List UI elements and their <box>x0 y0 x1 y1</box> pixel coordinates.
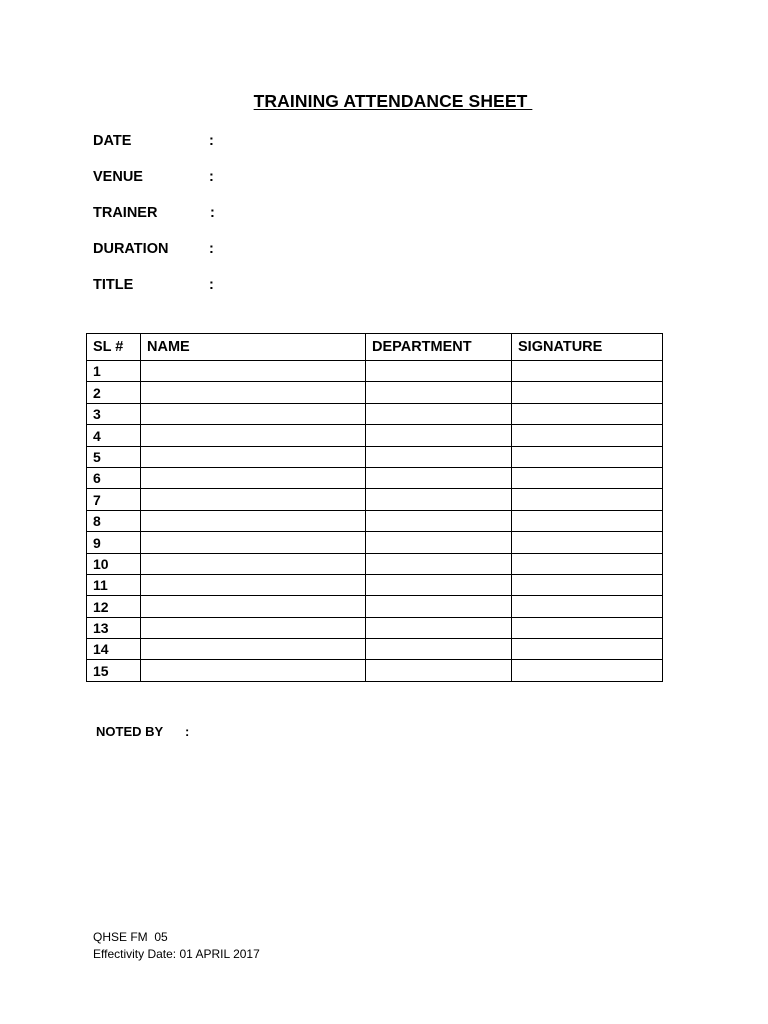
row-signature-cell[interactable] <box>512 382 663 403</box>
row-department-cell[interactable] <box>366 489 512 510</box>
row-sl-number: 13 <box>87 617 141 638</box>
table-row <box>87 574 663 595</box>
table-row <box>87 382 663 403</box>
row-signature-cell[interactable] <box>512 532 663 553</box>
row-signature-cell[interactable] <box>512 446 663 467</box>
attendance-table <box>86 333 663 682</box>
table-row <box>87 403 663 424</box>
row-sl-number: 10 <box>87 553 141 574</box>
row-name-cell[interactable] <box>141 596 366 617</box>
duration-label: DURATION <box>93 241 169 257</box>
row-department-cell[interactable] <box>366 403 512 424</box>
row-signature-cell[interactable] <box>512 510 663 531</box>
row-name-cell[interactable] <box>141 382 366 403</box>
row-name-cell[interactable] <box>141 425 366 446</box>
row-name-cell[interactable] <box>141 660 366 681</box>
row-department-cell[interactable] <box>366 596 512 617</box>
table-row <box>87 446 663 467</box>
row-department-cell[interactable] <box>366 510 512 531</box>
date-colon: : <box>209 133 214 149</box>
row-department-cell[interactable] <box>366 532 512 553</box>
row-signature-cell[interactable] <box>512 596 663 617</box>
row-sl-number: 1 <box>87 361 141 382</box>
trainer-label: TRAINER <box>93 205 158 221</box>
row-name-cell[interactable] <box>141 617 366 638</box>
row-name-cell[interactable] <box>141 467 366 488</box>
row-sl-number: 6 <box>87 467 141 488</box>
row-signature-cell[interactable] <box>512 361 663 382</box>
row-sl-number: 3 <box>87 403 141 424</box>
row-sl-number: 8 <box>87 510 141 531</box>
row-department-cell[interactable] <box>366 639 512 660</box>
form-code: QHSE FM 05 <box>93 930 168 944</box>
duration-colon: : <box>209 241 214 257</box>
row-department-cell[interactable] <box>366 553 512 574</box>
table-row <box>87 467 663 488</box>
row-sl-number: 2 <box>87 382 141 403</box>
noted-by-field <box>96 724 190 739</box>
table-row <box>87 553 663 574</box>
row-sl-number: 4 <box>87 425 141 446</box>
row-name-cell[interactable] <box>141 574 366 595</box>
row-sl-number: 14 <box>87 639 141 660</box>
table-row <box>87 361 663 382</box>
row-signature-cell[interactable] <box>512 574 663 595</box>
row-sl-number: 11 <box>87 574 141 595</box>
table-row <box>87 639 663 660</box>
row-department-cell[interactable] <box>366 425 512 446</box>
table-row <box>87 660 663 681</box>
row-signature-cell[interactable] <box>512 617 663 638</box>
table-header-row <box>87 334 663 361</box>
table-row <box>87 617 663 638</box>
title-label: TITLE <box>93 277 134 293</box>
row-signature-cell[interactable] <box>512 467 663 488</box>
row-signature-cell[interactable] <box>512 639 663 660</box>
row-name-cell[interactable] <box>141 639 366 660</box>
row-name-cell[interactable] <box>141 489 366 510</box>
table-row <box>87 532 663 553</box>
row-name-cell[interactable] <box>141 532 366 553</box>
row-sl-number: 5 <box>87 446 141 467</box>
col-header-signature: SIGNATURE <box>512 334 663 361</box>
row-department-cell[interactable] <box>366 467 512 488</box>
row-department-cell[interactable] <box>366 446 512 467</box>
row-name-cell[interactable] <box>141 361 366 382</box>
venue-label: VENUE <box>93 169 143 185</box>
row-name-cell[interactable] <box>141 510 366 531</box>
table-row <box>87 489 663 510</box>
row-name-cell[interactable] <box>141 403 366 424</box>
row-signature-cell[interactable] <box>512 489 663 510</box>
table-body <box>87 361 663 682</box>
row-signature-cell[interactable] <box>512 425 663 446</box>
table-row <box>87 425 663 446</box>
row-signature-cell[interactable] <box>512 403 663 424</box>
row-name-cell[interactable] <box>141 446 366 467</box>
row-signature-cell[interactable] <box>512 660 663 681</box>
col-header-sl: SL # <box>87 334 141 361</box>
row-name-cell[interactable] <box>141 553 366 574</box>
venue-colon: : <box>209 169 214 185</box>
row-sl-number: 15 <box>87 660 141 681</box>
row-department-cell[interactable] <box>366 660 512 681</box>
noted-by-label: NOTED BY <box>96 724 164 739</box>
trainer-colon: : <box>210 205 215 221</box>
row-signature-cell[interactable] <box>512 553 663 574</box>
title-colon: : <box>209 277 214 293</box>
noted-by-colon: : <box>185 724 190 739</box>
table-row <box>87 510 663 531</box>
row-sl-number: 7 <box>87 489 141 510</box>
col-header-department: DEPARTMENT <box>366 334 512 361</box>
row-department-cell[interactable] <box>366 617 512 638</box>
sheet-title: TRAINING ATTENDANCE SHEET <box>253 91 533 111</box>
effectivity-date: Effectivity Date: 01 APRIL 2017 <box>93 947 260 961</box>
row-department-cell[interactable] <box>366 574 512 595</box>
row-sl-number: 12 <box>87 596 141 617</box>
date-label: DATE <box>93 133 132 149</box>
row-sl-number: 9 <box>87 532 141 553</box>
row-department-cell[interactable] <box>366 361 512 382</box>
row-department-cell[interactable] <box>366 382 512 403</box>
table-row <box>87 596 663 617</box>
col-header-name: NAME <box>141 334 366 361</box>
